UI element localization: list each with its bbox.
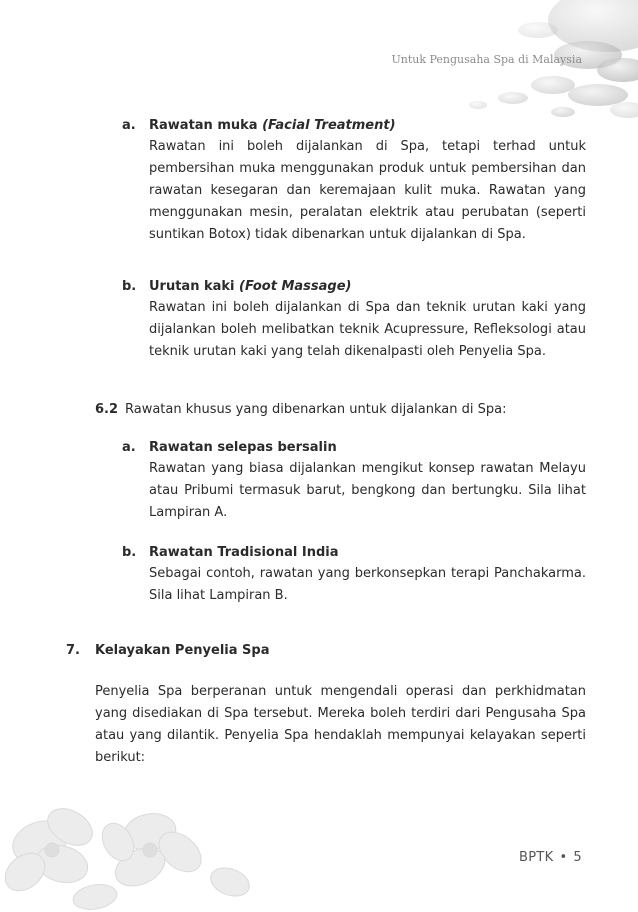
item-b-title-text: Urutan kaki bbox=[149, 279, 240, 294]
item-a2-body: Rawatan yang biasa dijalankan mengikut konsep rawatan Melayu atau Pribumi termasuk barut, bengkong dan bertungku. Sila lihat Lampiran A. bbox=[149, 461, 586, 520]
item-b-title bbox=[149, 279, 351, 294]
section-title: Kelayakan Penyelia Spa bbox=[95, 643, 270, 658]
subsection-text: Rawatan khusus yang dibenarkan untuk dijalankan di Spa: bbox=[125, 402, 507, 417]
item-a-title bbox=[149, 118, 396, 133]
orchid-flowers-decoration bbox=[0, 772, 280, 912]
item-a2-title: Rawatan selepas bersalin bbox=[149, 440, 337, 455]
section-number: 7. bbox=[66, 643, 80, 658]
item-b-letter: b. bbox=[122, 279, 137, 294]
footer-org: BPTK bbox=[519, 850, 554, 865]
item-b2-letter: b. bbox=[122, 545, 137, 560]
page-number: 5 bbox=[573, 850, 582, 865]
item-a-body: Rawatan ini boleh dijalankan di Spa, tetapi terhad untuk pembersihan muka menggunakan produk untuk pembersihan dan rawatan kesegaran dan keremajaan kulit muka. Rawatan yang menggunakan mesin, peralatan elektrik atau perubatan (seperti suntikan Botox) tidak dibenarkan untuk dijalankan di Spa. bbox=[149, 139, 586, 242]
item-a2-letter: a. bbox=[122, 440, 136, 455]
item-a-title-english: (Facial Treatment) bbox=[262, 118, 396, 133]
footer-separator: • bbox=[559, 850, 568, 865]
item-b2-title: Rawatan Tradisional India bbox=[149, 545, 339, 560]
section-body: Penyelia Spa berperanan untuk mengendali operasi dan perkhidmatan yang disediakan di Spa tersebut. Mereka boleh terdiri dari Pengusaha Spa atau yang dilantik. Penyelia Spa hendaklah mempunyai kelayakan seperti berikut: bbox=[95, 684, 586, 765]
item-b2-body: Sebagai contoh, rawatan yang berkonsepkan terapi Panchakarma. Sila lihat Lampiran B. bbox=[149, 566, 586, 603]
subsection-number: 6.2 bbox=[95, 402, 119, 417]
header-title: Untuk Pengusaha Spa di Malaysia bbox=[391, 53, 582, 66]
page-footer bbox=[519, 850, 582, 865]
item-a-title-text: Rawatan muka bbox=[149, 118, 263, 133]
item-a-letter: a. bbox=[122, 118, 136, 133]
item-b-title-english: (Foot Massage) bbox=[239, 279, 352, 294]
item-b-body: Rawatan ini boleh dijalankan di Spa dan teknik urutan kaki yang dijalankan boleh melibatkan teknik Acupressure, Refleksologi atau teknik urutan kaki yang telah dikenalpasti oleh Penyelia Spa. bbox=[149, 300, 586, 359]
